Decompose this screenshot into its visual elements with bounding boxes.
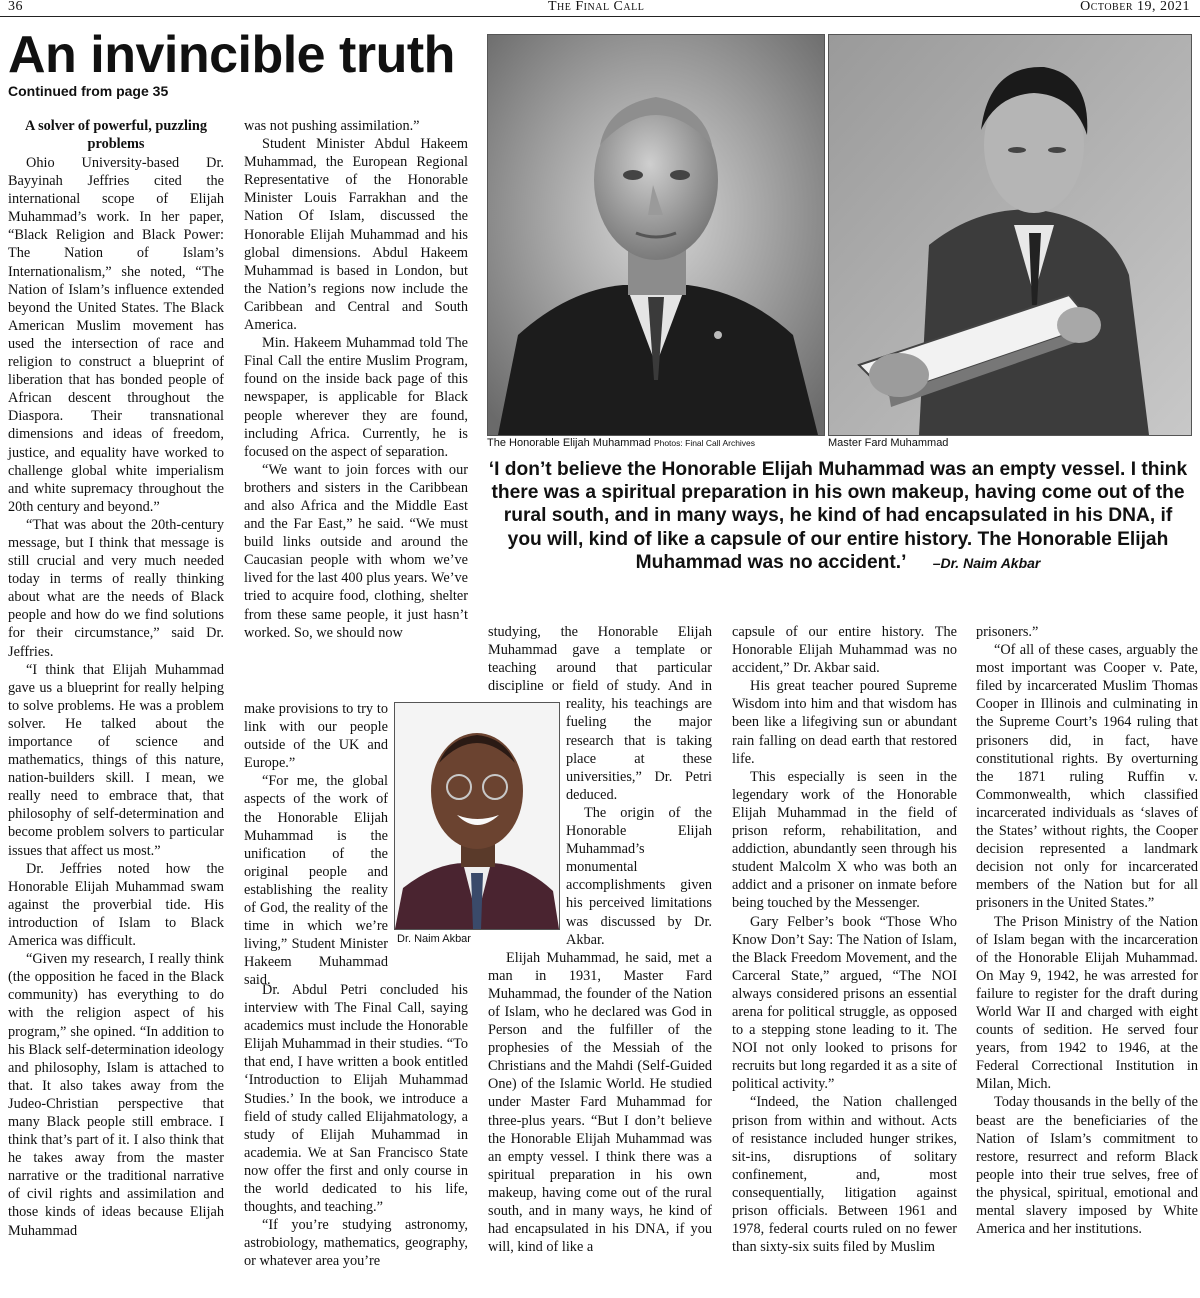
paragraph: make provisions to try to link with our people outside of the UK and Europe.”: [244, 701, 388, 772]
column-2: [244, 117, 468, 642]
portrait-fard-image: [829, 35, 1191, 435]
headline: An invincible truth: [8, 26, 455, 84]
page-header: [0, 0, 1200, 17]
paragraph: “We want to join forces with our brothers and sisters in the Caribbean and also Africa and the Middle East and the Far East,” he said. “We must build links outside and around the Caucasian people with whom we’ve lived for the last 400 plus years. We’ve tried to acquire food, clothing, shelter from these same people, it just hasn’t worked. So, we should now: [244, 461, 468, 641]
paragraph: “Given my research, I really think (the opposition he faced in the Black community) has everything to do with the religion aspect of his program,” she opined. “In addition to his Black self-determination ideology and philosophy, Islam is attached to that. It also takes away from the Judeo-Christian perspective that many Black people still embrace. I think that’s part of it. I also think that he takes away from the master narrative or the traditional narrative of civil rights and assimilation and those kinds of ideas because Elijah Muhammad: [8, 951, 224, 1239]
paragraph: Gary Felber’s book “Those Who Know Don’t Say: The Nation of Islam, the Black Freedom Movement, and the Carceral State,” argued, “The NOI always considered prisons an essential arena for political struggle, as opposed to a stepping stone leading to it. The NOI not only looked to prisons for recruits but long regarded it as a site of political activity.”: [732, 913, 957, 1093]
paragraph: Dr. Jeffries noted how the Honorable Elijah Muhammad swam against the proverbial tide. His introduction of Islam to Black America was difficult.: [8, 860, 224, 950]
paragraph: “For me, the global aspects of the work of the Honorable Elijah Muhammad is the unification of the original people and establishing the reality of God, the reality of the time in which we’re living,” Student Minister Hakeem Muhammad said.: [244, 773, 388, 989]
pull-quote-text: ‘I don’t believe the Honorable Elijah Muhammad was an empty vessel. I think there was a spiritual preparation in his own makeup, having come out of the rural south, and in many ways, he kind of had encapsulated in his DNA, if you will, kind of like a capsule of our entire history. The Honorable Elijah Muhammad was no accident.’: [488, 459, 1188, 573]
paragraph: “Indeed, the Nation challenged prison from within and without. Acts of resistance included hunger strikes, sit-ins, disruptions of solitary confinement, and, most consequentially, litigation against prison officials. Between 1961 and 1978, federal courts ruled on no fewer than sixty-six suits filed by Muslim: [732, 1094, 957, 1256]
paragraph: was not pushing assimilation.”: [244, 118, 420, 134]
paragraph: Student Minister Abdul Hakeem Muhammad, the European Regional Representative of the Honorable Minister Louis Farrakhan and the Nation Of Islam, discussed the Honorable Elijah Muhammad and his global dimensions. Abdul Hakeem Muhammad is based in London, but the Nation’s regions now include the Caribbean and Central and South America.: [244, 136, 468, 334]
paragraph: Today thousands in the belly of the beast are the beneficiaries of the Nation of Islam’s commitment to restore, resurrect and reform Black people into their true selves, free of the physical, spiritual, emotional and mental slavery imposed by White America and her institutions.: [976, 1094, 1198, 1238]
pull-quote-attribution: –Dr. Naim Akbar: [932, 554, 1041, 571]
paragraph: The origin of the Honorable Elijah Muhammad’s monumental accomplishments given his perceived limitations was discussed by Dr. Akbar.: [566, 804, 712, 948]
caption-fard-muhammad: Master Fard Muhammad: [828, 437, 949, 449]
paragraph: prisoners.”: [976, 624, 1039, 640]
paragraph: capsule of our entire history. The Honorable Elijah Muhammad was no accident,” Dr. Akbar said.: [732, 624, 957, 677]
paragraph: “If you’re studying astronomy, astrobiology, mathematics, geography, or whatever area you’re: [244, 1217, 468, 1270]
portrait-elijah-image: [488, 35, 824, 435]
paragraph: His great teacher poured Supreme Wisdom into him and that wisdom has been like a lifegiving sun or abundant rain falling on dead earth that restored life.: [732, 678, 957, 767]
column-2-bottom: [244, 981, 468, 1271]
column-2-wrap: [244, 700, 388, 990]
caption-elijah-text: The Honorable Elijah Muhammad: [487, 437, 651, 449]
paragraph: “Of all of these cases, arguably the most important was Cooper v. Pate, filed by incarcerated Muslim Thomas Cooper in Illinois and culminating in the Supreme Court’s 1964 ruling that prisoners did, in fact, have constitutional rights. By overturning the 1871 ruling Ruffin v. Commonwealth, which classified incarcerated individuals as ‘slaves of the States’ without rights, the Cooper decision represented a landmark decision not only for incarcerated members of the Nation but for all prisoners in the United States.”: [976, 642, 1198, 912]
issue-date: October 19, 2021: [1080, 0, 1190, 14]
column-3: [488, 623, 712, 1256]
photo-credit: Photos: Final Call Archives: [653, 438, 756, 448]
paragraph: The Prison Ministry of the Nation of Islam began with the incarceration of the Honorable Elijah Muhammad. On May 9, 1942, he was arrested for failure to register for the draft during World War II and charged with eight counts of sedition. He served four years, from 1942 to 1946, at the Federal Correctional Institution in Milan, Mich.: [976, 913, 1198, 1093]
photo-fard-muhammad: [828, 34, 1192, 436]
column-5: [976, 623, 1198, 1238]
paragraph: “That was about the 20th-century message, but I think that message is still crucial and very much needed today in terms of really thinking about what are the needs of Black people and how do we find solutions for their circumstance,” said Dr. Jeffries.: [8, 516, 224, 660]
photo-elijah-muhammad: [487, 34, 825, 436]
caption-elijah-muhammad: [487, 437, 755, 449]
column-1: [8, 117, 224, 1240]
paragraph: Min. Hakeem Muhammad told The Final Call the entire Muslim Program, found on the inside back page of this newspaper, is applicable for Black people wherever they are found, including Africa. Currently, he is focused on the aspect of separation.: [244, 335, 468, 460]
continued-from: Continued from page 35: [8, 83, 169, 99]
paragraph: Ohio University-based Dr. Bayyinah Jeffries cited the international scope of Elijah Muhammad’s work. In her paper, “Black Religion and Black Power: The Nation of Islam’s Internationalism,” she noted, “The Nation of Islam’s influence extended beyond the United States. The Black American Muslim movement has used the intersection of race and religion to construct a blueprint of liberation that has bonded people of African descent throughout the Diaspora. Their transnational dimensions and ideas of freedom, justice, and equality have worked to challenge global white imperialism and white supremacy throughout the 20th century and beyond.”: [8, 155, 224, 515]
caption-naim-akbar: Dr. Naim Akbar: [397, 933, 471, 945]
column-4: [732, 623, 957, 1256]
paragraph: “I think that Elijah Muhammad gave us a blueprint for really helping to solve problems. He was a problem solver. He talked about the importance of science and mathematics, things of this nature, nation-builders skill. I mean, we really need to embrace that, that philosophy of self-determination and become problem solvers to particular issues that affect us most.”: [8, 661, 224, 859]
paragraph: This especially is seen in the legendary work of the Honorable Elijah Muhammad in the field of prison reform, rehabilitation, and addiction, abundantly seen through his student Malcolm X who was both an addict and a prisoner on inmate before being touched by the Messenger.: [732, 768, 957, 912]
paragraph: Elijah Muhammad, he said, met a man in 1931, Master Fard Muhammad, the founder of the Nation of Islam, who he declared was God in Person and the fulfiller of the prophesies of the Messiah of the Christians and the Mahdi (Self-Guided One) of the Islamic World. He studied under Master Fard Muhammad for three-plus years. “But I don’t believe the Honorable Elijah Muhammad was an empty vessel. I think there was a spiritual preparation in his own makeup, having come out of the rural south, and in many ways, he kind of had encapsulated in his DNA, if you will, kind of like a: [488, 949, 712, 1256]
publication-name: The Final Call: [548, 0, 645, 14]
paragraph: Dr. Abdul Petri concluded his interview with The Final Call, saying academics must include the Honorable Elijah Muhammad in their studies. “To that end, I have written a book entitled ‘Introduction to Elijah Muhammad Studies.’ In the book, we introduce a field of study called Elijahmatology, a study of Elijah Muhammad in academia. We at San Francisco State now offer the first and only course in the world dedicated to his life, thoughts, and teaching.”: [244, 982, 468, 1216]
subhead: A solver of powerful, puzzling problems: [24, 118, 208, 152]
pull-quote: [488, 458, 1188, 575]
paragraph: studying, the Honorable Elijah Muhammad gave a template or teaching around that particular discipline or field of study. And in reality, his teachings are fueling the major research that is taking place at these universities,” Dr. Petri deduced.: [488, 624, 712, 803]
page-number: 36: [8, 0, 23, 14]
